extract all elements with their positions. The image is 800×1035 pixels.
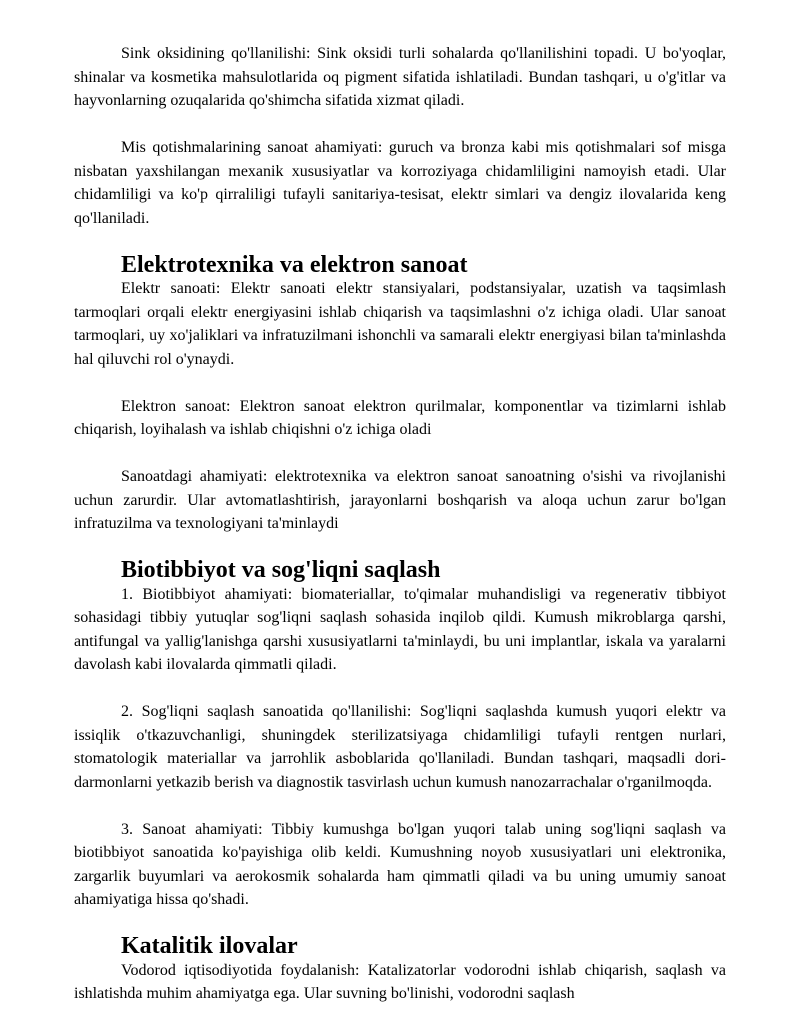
paragraph-zinc-oxide: Sink oksidining qo'llanilishi: Sink oksidi turli sohalarda qo'llanilishini topadi. U bo'yoqlar, shinalar va kosmetika mahsulotlarida oq pigment sifatida ishlatiladi. Bundan tashqari, u o'g'itlar va hayvonlarning ozuqalarida qo'shimcha sifatida xizmat qiladi. [74,45,726,109]
heading-catalytic-applications: Katalitik ilovalar [121,933,298,959]
paragraph-electronic-industry: Elektron sanoat: Elektron sanoat elektron qurilmalar, komponentlar va tizimlarni ishlab chiqarish, loyihalash va ishlab chiqishni o'z ichiga oladi [74,397,726,438]
heading-electrical-electronics: Elektrotexnika va elektron sanoat [121,251,468,278]
paragraph-electrical-industry: Elektr sanoati: Elektr sanoati elektr stansiyalari, podstansiyalar, uzatish va taqsimlash tarmoqlari orqali elektr energiyasini ishlab chiqarish va taqsimlashni o'z ichiga oladi. Ular sanoat tarmoqlari, uy xo'jaliklari va infratuzilmani ishonchli va samarali elektr energiyasi bilan ta'minlashda hal qiluvchi rol o'ynaydi. [74,280,726,368]
paragraph-healthcare-applications: 2. Sog'liqni saqlash sanoatida qo'llanilishi: Sog'liqni saqlashda kumush yuqori elektr va issiqlik o'tkazuvchanligi, shuningdek sterilizatsiyaga chidamliligi tufayli rentgen nurlari, stomatologik materiallar va jarrohlik asboblarida qo'llaniladi. Bundan tashqari, maqsadli dori-darmonlarni yetkazib berish va diagnostik tasvirlash uchun kumush nanozarrachalar o'rganilmoqda. [74,703,726,791]
paragraph-copper-alloys: Mis qotishmalarining sanoat ahamiyati: guruch va bronza kabi mis qotishmalari sof misga nisbatan yaxshilangan mexanik xususiyatlar va korroziyaga chidamliligini namoyish etadi. Ular chidamliligi va ko'p qirraliligi tufayli sanitariya-tesisat, elektr simlari va dengiz ilovalarida keng qo'llaniladi. [74,139,726,227]
paragraph-industry-importance: 3. Sanoat ahamiyati: Tibbiy kumushga bo'lgan yuqori talab uning sog'liqni saqlash va biotibbiyot sanoatida ko'payishiga olib keldi. Kumushning noyob xususiyatlari uni elektronika, zargarlik buyumlari va aerokosmik sohalarda ham qimmatli qiladi va bu uning umumiy sanoat ahamiyatiga hissa qo'shadi. [74,820,726,908]
paragraph-hydrogen-economy: Vodorod iqtisodiyotida foydalanish: Katalizatorlar vodorodni ishlab chiqarish, saqlash va ishlatishda muhim ahamiyatga ega. Ular suvning bo'linishi, vodorodni saqlash [74,961,726,1002]
paragraph-biomedical-importance: 1. Biotibbiyot ahamiyati: biomateriallar, to'qimalar muhandisligi va regenerativ tibbiyot sohasidagi tibbiy yutuqlar sog'liqni saqlash sohasida inqilob qildi. Kumush mikroblarga qarshi, antifungal va yallig'lanishga qarshi xususiyatlarni ta'minlaydi, bu uni implantlar, iskala va yaralarni davolash kabi ilovalarda qimmatli qiladi. [74,585,726,673]
heading-biomedicine-healthcare: Biotibbiyot va sog'liqni saqlash [121,557,441,583]
document-page [74,42,726,1006]
paragraph-industrial-importance: Sanoatdagi ahamiyati: elektrotexnika va elektron sanoat sanoatning o'sishi va rivojlanishi uchun zarurdir. Ular avtomatlashtirish, jarayonlarni boshqarish va aloqa uchun zarur bo'lgan infratuzilma va texnologiyani ta'minlaydi [74,468,726,532]
